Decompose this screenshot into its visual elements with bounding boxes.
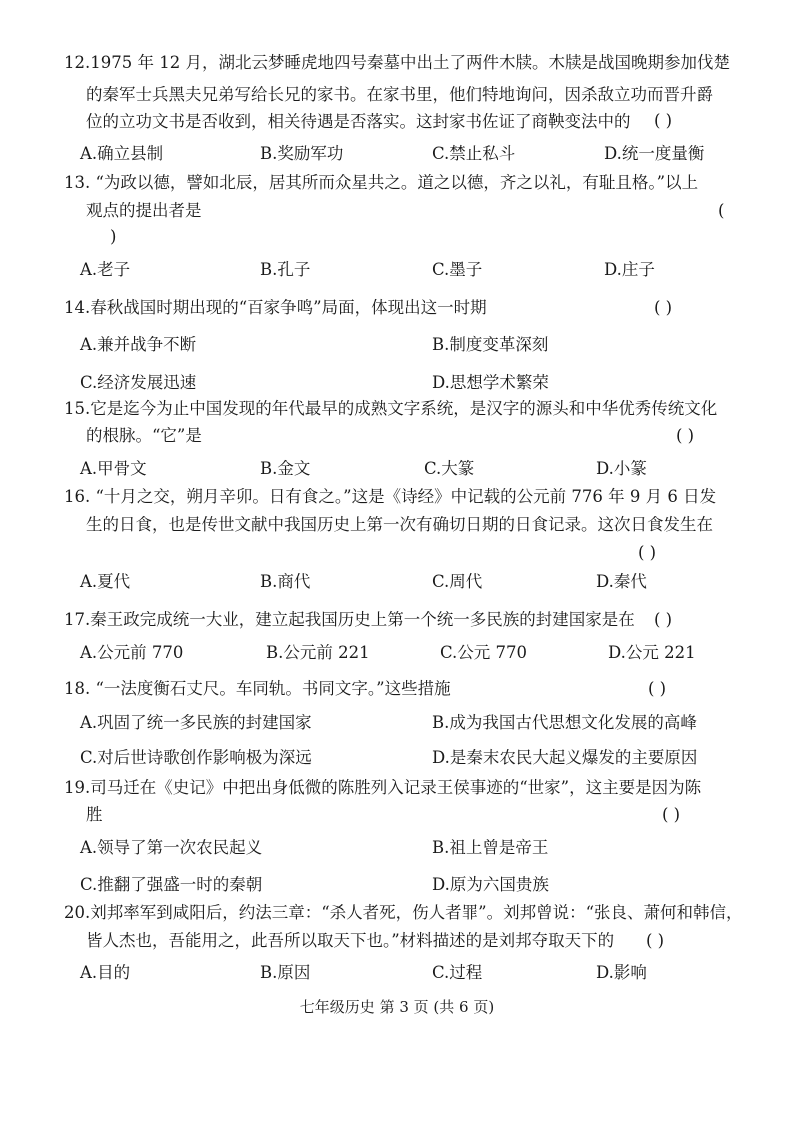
option-a: A.巩固了统一多民族的封建国家	[80, 713, 312, 732]
option-a: A.公元前 770	[80, 643, 184, 662]
option-a: A.目的	[80, 963, 131, 982]
option-d: D.秦代	[596, 572, 647, 591]
option-a: A.领导了第一次农民起义	[80, 838, 263, 857]
question-stem-line: 18. “一法度衡石丈尺。车同轨。书同文字。”这些措施	[64, 679, 451, 698]
option-c: C.过程	[432, 963, 483, 982]
option-b: B.金文	[260, 459, 311, 478]
question-stem-line: 位的立功文书是否收到，相关待遇是否落实。这封家书佐证了商鞅变法中的	[86, 112, 631, 131]
page-footer: 七年级历史 第 3 页 (共 6 页)	[299, 998, 495, 1016]
question-stem-line: 16. “十月之交，朔月辛卯。日有食之。”这是《诗经》中记载的公元前 776 年 9 月 6 日发	[64, 487, 717, 506]
answer-blank: ( )	[646, 931, 665, 950]
option-a: A.老子	[80, 260, 131, 279]
option-d: D.是秦末农民大起义爆发的主要原因	[432, 748, 698, 767]
option-d: D.小篆	[596, 459, 647, 478]
option-d: D.统一度量衡	[604, 144, 705, 163]
option-a: A.夏代	[80, 572, 131, 591]
option-b: B.奖励军功	[260, 144, 344, 163]
question-stem-line: 胜	[86, 805, 103, 824]
question-stem-line: 的秦军士兵黑夫兄弟写给长兄的家书。在家书里，他们特地询问，因杀敌立功而晋升爵	[86, 85, 713, 104]
option-a: A.甲骨文	[80, 459, 147, 478]
answer-blank: ( )	[654, 610, 673, 629]
option-b: B.孔子	[260, 260, 311, 279]
question-stem-line: 观点的提出者是	[86, 201, 202, 220]
question-stem-line: 13. “为政以德，譬如北辰，居其所而众星共之。道之以德，齐之以礼，有耻且格。”以上	[64, 173, 699, 192]
option-b: B.祖上曾是帝王	[432, 838, 549, 857]
option-b: B.制度变革深刻	[432, 335, 549, 354]
answer-blank: ( )	[638, 543, 657, 562]
question-stem-line: 20.刘邦率军到咸阳后，约法三章：“杀人者死，伤人者罪”。刘邦曾说：“张良、萧何和韩信，	[64, 903, 743, 922]
question-stem-line: 17.秦王政完成统一大业，建立起我国历史上第一个统一多民族的封建国家是在	[64, 610, 635, 629]
question-stem-line: 14.春秋战国时期出现的“百家争鸣”局面，体现出这一时期	[64, 298, 487, 317]
option-c: C.经济发展迅速	[80, 373, 197, 392]
option-c: C.公元 770	[440, 643, 528, 662]
answer-blank: ( )	[654, 298, 673, 317]
option-c: C.对后世诗歌创作影响极为深远	[80, 748, 312, 767]
question-stem-line: 15.它是迄今为止中国发现的年代最早的成熟文字系统，是汉字的源头和中华优秀传统文化	[64, 399, 718, 418]
answer-blank-open: (	[718, 201, 725, 220]
option-a: A.兼并战争不断	[80, 335, 197, 354]
question-stem-line: 生的日食，也是传世文献中我国历史上第一次有确切日期的日食记录。这次日食发生在	[86, 515, 713, 534]
option-d: D.庄子	[604, 260, 655, 279]
option-d: D.原为六国贵族	[432, 875, 549, 894]
option-b: B.成为我国古代思想文化发展的高峰	[432, 713, 697, 732]
option-d: D.影响	[596, 963, 647, 982]
option-b: B.公元前 221	[266, 643, 370, 662]
question-stem-line: 的根脉。“它”是	[86, 426, 202, 445]
option-a: A.确立县制	[80, 144, 164, 163]
option-c: C.禁止私斗	[432, 144, 516, 163]
question-stem-line: 12.1975 年 12 月，湖北云梦睡虎地四号秦墓中出土了两件木牍。木牍是战国晚期参加伐楚	[64, 53, 730, 72]
option-c: C.周代	[432, 572, 483, 591]
option-d: D.公元 221	[608, 643, 696, 662]
answer-blank: ( )	[676, 426, 695, 445]
option-b: B.商代	[260, 572, 311, 591]
question-stem-line: 19.司马迁在《史记》中把出身低微的陈胜列入记录王侯事迹的“世家”，这主要是因为陈	[64, 778, 702, 797]
option-b: B.原因	[260, 963, 311, 982]
question-stem-line: 皆人杰也，吾能用之，此吾所以取天下也。”材料描述的是刘邦夺取天下的	[86, 931, 615, 950]
option-c: C.大篆	[424, 459, 475, 478]
answer-blank-close: )	[110, 227, 117, 246]
answer-blank: ( )	[648, 679, 667, 698]
option-d: D.思想学术繁荣	[432, 373, 549, 392]
option-c: C.墨子	[432, 260, 483, 279]
answer-blank: ( )	[654, 111, 673, 130]
answer-blank: ( )	[662, 805, 681, 824]
option-c: C.推翻了强盛一时的秦朝	[80, 875, 263, 894]
